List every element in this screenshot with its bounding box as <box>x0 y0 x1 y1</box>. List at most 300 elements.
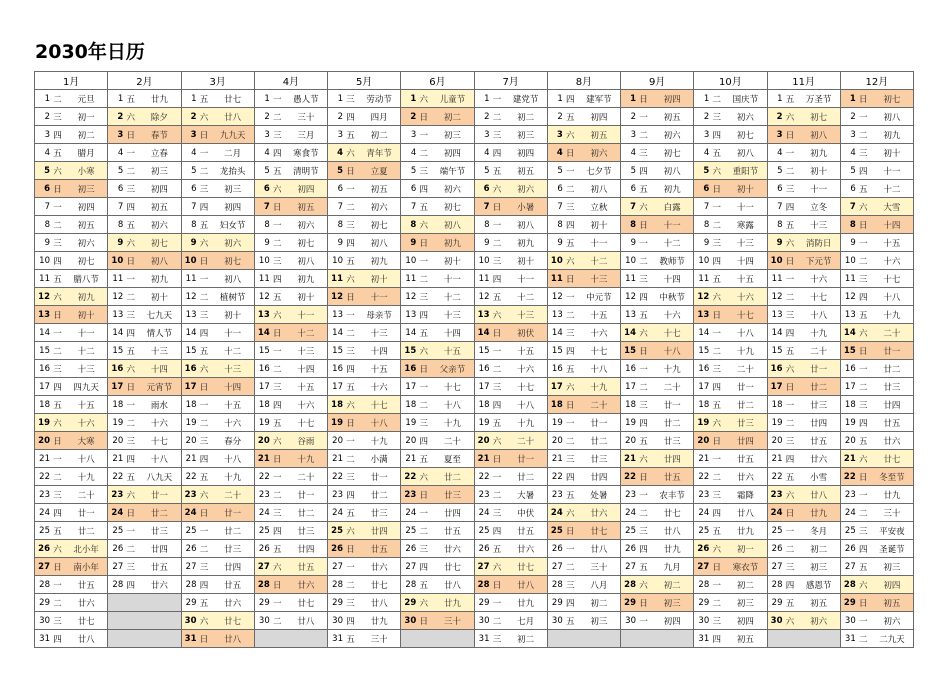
day-row <box>35 414 914 432</box>
weekday-label: 五 <box>785 472 795 483</box>
weekday-label: 一 <box>785 526 795 537</box>
day-cell <box>767 504 840 522</box>
day-number: 3 <box>630 129 636 140</box>
weekday-label: 六 <box>53 292 62 303</box>
day-number: 24 <box>625 507 636 518</box>
weekday-label: 日 <box>858 598 868 609</box>
weekday-label: 一 <box>565 292 575 303</box>
lunar-label: 二十 <box>736 364 754 375</box>
day-number: 27 <box>844 561 856 572</box>
weekday-label: 一 <box>53 328 62 339</box>
lunar-label: 七月 <box>517 616 535 627</box>
day-number: 28 <box>771 579 783 590</box>
day-number: 16 <box>184 363 197 374</box>
day-number: 25 <box>478 525 490 536</box>
day-cell <box>254 288 327 306</box>
lunar-label: 十五 <box>77 400 95 411</box>
day-number: 26 <box>697 543 710 554</box>
lunar-label: 十三 <box>77 364 95 375</box>
weekday-label: 日 <box>272 328 282 339</box>
day-number: 8 <box>117 219 124 230</box>
month-header: 12月 <box>840 72 913 90</box>
lunar-label: 廿七 <box>517 562 535 573</box>
lunar-label: 廿二 <box>736 400 754 411</box>
day-cell <box>474 612 547 630</box>
weekday-label: 一 <box>712 202 721 213</box>
day-cell <box>254 198 327 216</box>
day-number: 6 <box>703 183 710 194</box>
weekday-label: 六 <box>199 364 209 375</box>
weekday-label: 四 <box>639 292 648 303</box>
day-number: 5 <box>850 165 856 176</box>
day-cell <box>840 486 913 504</box>
day-number: 15 <box>698 345 710 356</box>
day-cell <box>35 108 108 126</box>
lunar-label: 廿六 <box>736 472 754 483</box>
day-number: 27 <box>625 561 636 572</box>
lunar-label: 初二 <box>370 130 388 141</box>
lunar-label: 初六 <box>590 148 608 159</box>
day-cell <box>401 360 474 378</box>
weekday-label: 五 <box>712 400 721 411</box>
day-cell <box>401 162 474 180</box>
day-number: 29 <box>404 597 417 608</box>
day-cell <box>840 324 913 342</box>
day-number: 4 <box>777 147 783 158</box>
day-number: 11 <box>112 273 124 284</box>
day-number: 24 <box>770 507 783 518</box>
day-cell <box>401 414 474 432</box>
weekday-label: 一 <box>639 238 648 249</box>
day-cell <box>181 216 254 234</box>
weekday-label: 三 <box>199 562 209 573</box>
day-number: 26 <box>258 543 270 554</box>
day-row <box>35 144 914 162</box>
day-cell <box>840 594 913 612</box>
lunar-label: 廿四 <box>663 454 681 465</box>
day-number: 29 <box>185 597 197 608</box>
weekday-label: 三 <box>639 148 648 159</box>
lunar-label: 立夏 <box>370 166 388 177</box>
day-number: 14 <box>843 327 856 338</box>
day-number: 15 <box>332 345 343 356</box>
weekday-label: 二 <box>785 544 795 555</box>
day-number: 10 <box>698 255 710 266</box>
day-cell <box>547 486 620 504</box>
lunar-label: 初十 <box>883 148 901 159</box>
day-cell <box>254 396 327 414</box>
lunar-label: 廿四 <box>590 472 608 483</box>
day-cell <box>767 558 840 576</box>
day-cell <box>181 504 254 522</box>
day-cell <box>401 468 474 486</box>
day-row <box>35 576 914 594</box>
day-cell <box>840 540 913 558</box>
weekday-label: 日 <box>53 310 62 321</box>
lunar-label: 立冬 <box>810 202 828 213</box>
day-cell <box>401 432 474 450</box>
day-number: 5 <box>264 165 270 176</box>
day-number: 25 <box>844 525 856 536</box>
weekday-label: 日 <box>53 184 62 195</box>
lunar-label: 初三 <box>77 184 95 195</box>
lunar-label: 廿二 <box>370 490 388 501</box>
weekday-label: 四 <box>858 418 868 429</box>
day-number: 5 <box>557 165 563 176</box>
day-number: 19 <box>331 417 343 428</box>
day-cell <box>328 90 401 108</box>
lunar-label: 初八 <box>443 220 461 231</box>
day-number: 14 <box>477 327 490 338</box>
lunar-label: 廿三 <box>370 508 388 519</box>
weekday-label: 六 <box>272 310 282 321</box>
month-header: 7月 <box>474 72 547 90</box>
day-row <box>35 288 914 306</box>
day-number: 13 <box>332 309 343 320</box>
day-cell <box>328 198 401 216</box>
lunar-label: 二十 <box>224 490 242 501</box>
day-number: 15 <box>551 345 563 356</box>
weekday-label: 四 <box>419 562 428 573</box>
day-number: 7 <box>849 201 856 212</box>
weekday-label: 一 <box>492 94 502 105</box>
day-cell <box>621 594 694 612</box>
weekday-label: 日 <box>346 544 355 555</box>
weekday-label: 日 <box>858 94 868 105</box>
day-number: 24 <box>332 507 343 518</box>
year-calendar-grid <box>34 71 914 648</box>
day-number: 22 <box>185 471 197 482</box>
weekday-label: 五 <box>272 418 282 429</box>
weekday-label: 二 <box>785 166 795 177</box>
weekday-label: 日 <box>126 130 135 141</box>
day-cell <box>621 522 694 540</box>
weekday-label: 二 <box>419 274 428 285</box>
day-cell <box>35 306 108 324</box>
day-number: 20 <box>551 435 563 446</box>
lunar-label: 初十 <box>297 292 315 303</box>
day-number: 31 <box>39 633 50 644</box>
day-cell <box>35 396 108 414</box>
day-row <box>35 126 914 144</box>
weekday-label: 五 <box>272 544 282 555</box>
day-cell <box>108 162 181 180</box>
day-cell <box>181 540 254 558</box>
lunar-label: 廿八 <box>224 112 242 123</box>
day-cell <box>254 324 327 342</box>
day-number: 22 <box>332 471 343 482</box>
day-number: 25 <box>185 525 197 536</box>
day-number: 17 <box>258 381 270 392</box>
month-header: 4月 <box>254 72 327 90</box>
lunar-label: 十六 <box>810 274 828 285</box>
weekday-label: 三 <box>53 490 62 501</box>
day-cell <box>547 450 620 468</box>
lunar-label: 初七 <box>443 202 461 213</box>
empty-cell <box>621 630 694 648</box>
weekday-label: 日 <box>712 184 721 195</box>
day-number: 19 <box>185 417 197 428</box>
lunar-label: 初三 <box>810 562 828 573</box>
day-cell <box>254 522 327 540</box>
weekday-label: 三 <box>858 148 868 159</box>
day-number: 7 <box>630 201 636 212</box>
weekday-label: 五 <box>565 616 575 627</box>
weekday-label: 二 <box>53 220 62 231</box>
weekday-label: 一 <box>492 598 502 609</box>
day-number: 30 <box>184 615 197 626</box>
lunar-label: 廿六 <box>297 580 315 591</box>
lunar-label: 元旦 <box>77 94 95 105</box>
lunar-label: 初十 <box>370 274 388 285</box>
day-number: 25 <box>405 525 417 536</box>
lunar-label: 廿四 <box>150 544 168 555</box>
weekday-label: 五 <box>346 130 355 141</box>
day-cell <box>547 180 620 198</box>
day-number: 14 <box>698 327 710 338</box>
lunar-label: 愚人节 <box>293 94 319 105</box>
lunar-label: 十八 <box>810 310 828 321</box>
day-cell <box>108 252 181 270</box>
weekday-label: 一 <box>419 382 428 393</box>
lunar-label: 十三 <box>443 310 461 321</box>
day-number: 28 <box>405 579 417 590</box>
day-cell <box>35 90 108 108</box>
day-number: 28 <box>551 579 563 590</box>
day-cell <box>35 234 108 252</box>
day-cell <box>328 126 401 144</box>
day-number: 19 <box>625 417 636 428</box>
day-cell <box>767 468 840 486</box>
day-cell <box>694 306 767 324</box>
weekday-label: 三 <box>565 454 575 465</box>
day-cell <box>767 612 840 630</box>
day-number: 30 <box>39 615 50 626</box>
lunar-label: 廿一 <box>590 418 608 429</box>
weekday-label: 六 <box>785 490 795 501</box>
lunar-label: 十六 <box>663 310 681 321</box>
day-cell <box>547 504 620 522</box>
day-cell <box>254 468 327 486</box>
lunar-label: 廿一 <box>150 490 168 501</box>
day-number: 30 <box>332 615 343 626</box>
lunar-label: 初六 <box>663 130 681 141</box>
lunar-label: 廿九 <box>883 490 901 501</box>
lunar-label: 廿二 <box>663 418 681 429</box>
lunar-label: 十五 <box>590 310 608 321</box>
lunar-label: 初十 <box>77 310 95 321</box>
day-number: 2 <box>850 111 856 122</box>
day-cell <box>621 216 694 234</box>
day-cell <box>694 450 767 468</box>
lunar-label: 廿一 <box>77 508 95 519</box>
weekday-label: 六 <box>858 580 868 591</box>
day-cell <box>401 486 474 504</box>
day-cell <box>547 162 620 180</box>
weekday-label: 日 <box>199 256 209 267</box>
weekday-label: 五 <box>639 562 648 573</box>
day-number: 2 <box>44 111 50 122</box>
lunar-label: 初八 <box>810 130 828 141</box>
day-cell <box>694 594 767 612</box>
weekday-label: 四 <box>199 202 209 213</box>
day-number: 10 <box>770 255 783 266</box>
weekday-label: 六 <box>419 220 428 231</box>
day-cell <box>108 522 181 540</box>
day-row <box>35 432 914 450</box>
day-cell <box>328 288 401 306</box>
day-number: 10 <box>550 255 563 266</box>
day-number: 21 <box>624 453 636 464</box>
day-number: 12 <box>38 291 50 302</box>
lunar-label: 十六 <box>150 418 168 429</box>
day-cell <box>621 540 694 558</box>
day-number: 9 <box>410 237 417 248</box>
lunar-label: 廿五 <box>77 580 95 591</box>
weekday-label: 日 <box>492 580 502 591</box>
weekday-label: 四 <box>346 616 355 627</box>
day-cell <box>621 432 694 450</box>
lunar-label: 建军节 <box>586 94 612 105</box>
weekday-label: 三 <box>346 220 355 231</box>
day-row <box>35 486 914 504</box>
day-cell <box>547 252 620 270</box>
day-number: 17 <box>478 381 490 392</box>
day-number: 21 <box>477 453 490 464</box>
day-number: 14 <box>405 327 417 338</box>
weekday-label: 五 <box>53 526 62 537</box>
lunar-label: 廿四 <box>370 526 388 537</box>
lunar-label: 十一 <box>663 220 681 231</box>
day-cell <box>694 162 767 180</box>
calendar-body <box>35 90 914 648</box>
weekday-label: 五 <box>858 310 868 321</box>
day-number: 26 <box>112 543 124 554</box>
day-cell <box>108 306 181 324</box>
lunar-label: 十三 <box>736 238 754 249</box>
lunar-label: 二十 <box>663 382 681 393</box>
day-cell <box>694 126 767 144</box>
lunar-label: 大寒 <box>77 436 95 447</box>
weekday-label: 六 <box>785 364 795 375</box>
day-number: 5 <box>630 165 636 176</box>
lunar-label: 初二 <box>77 130 95 141</box>
weekday-label: 二 <box>712 94 721 105</box>
day-number: 1 <box>703 93 710 104</box>
lunar-label: 廿五 <box>736 454 754 465</box>
weekday-label: 五 <box>565 364 575 375</box>
lunar-label: 初四 <box>517 148 535 159</box>
day-cell <box>108 468 181 486</box>
day-cell <box>547 144 620 162</box>
weekday-label: 日 <box>419 490 428 501</box>
day-number: 16 <box>332 363 343 374</box>
day-cell <box>767 144 840 162</box>
weekday-label: 一 <box>53 454 62 465</box>
day-number: 2 <box>703 111 710 122</box>
day-cell <box>547 612 620 630</box>
day-cell <box>547 594 620 612</box>
day-cell <box>401 396 474 414</box>
day-cell <box>547 90 620 108</box>
day-cell <box>840 558 913 576</box>
day-number: 29 <box>332 597 343 608</box>
weekday-label: 一 <box>858 238 868 249</box>
weekday-label: 一 <box>53 202 62 213</box>
day-cell <box>767 450 840 468</box>
day-number: 29 <box>478 597 490 608</box>
lunar-label: 十一 <box>883 166 901 177</box>
weekday-label: 一 <box>199 526 209 537</box>
weekday-label: 一 <box>858 112 868 123</box>
day-number: 22 <box>478 471 490 482</box>
day-cell <box>181 90 254 108</box>
weekday-label: 一 <box>639 616 648 627</box>
day-cell <box>401 108 474 126</box>
day-row <box>35 108 914 126</box>
weekday-label: 五 <box>126 94 135 105</box>
weekday-label: 四 <box>272 400 282 411</box>
weekday-label: 二 <box>419 148 428 159</box>
day-number: 14 <box>551 327 563 338</box>
day-cell <box>108 450 181 468</box>
weekday-label: 四 <box>565 598 575 609</box>
day-cell <box>621 378 694 396</box>
lunar-label: 十二 <box>224 346 242 357</box>
lunar-label: 初五 <box>883 598 901 609</box>
weekday-label: 一 <box>346 310 355 321</box>
weekday-label: 三 <box>272 382 282 393</box>
day-cell <box>767 324 840 342</box>
lunar-label: 廿四 <box>883 400 901 411</box>
weekday-label: 一 <box>639 112 648 123</box>
weekday-label: 六 <box>785 112 795 123</box>
day-cell <box>181 594 254 612</box>
day-cell <box>840 630 913 648</box>
lunar-label: 廿八 <box>370 598 388 609</box>
weekday-label: 四 <box>858 544 868 555</box>
day-cell <box>328 414 401 432</box>
day-cell <box>621 504 694 522</box>
day-cell <box>328 180 401 198</box>
day-cell <box>401 234 474 252</box>
day-cell <box>108 234 181 252</box>
lunar-label: 雨水 <box>150 400 168 411</box>
day-cell <box>328 378 401 396</box>
day-number: 29 <box>771 597 783 608</box>
weekday-label: 三 <box>126 310 135 321</box>
day-number: 7 <box>483 201 490 212</box>
lunar-label: 十九 <box>736 346 754 357</box>
day-cell <box>254 414 327 432</box>
day-number: 20 <box>697 435 710 446</box>
day-row <box>35 558 914 576</box>
lunar-label: 下元节 <box>805 256 832 267</box>
day-cell <box>328 576 401 594</box>
weekday-label: 六 <box>272 436 282 447</box>
weekday-label: 日 <box>53 562 62 573</box>
day-cell <box>767 486 840 504</box>
day-number: 6 <box>777 183 783 194</box>
day-number: 20 <box>405 435 417 446</box>
lunar-label: 廿七 <box>77 616 95 627</box>
day-cell <box>401 270 474 288</box>
day-row <box>35 306 914 324</box>
day-number: 22 <box>624 471 636 482</box>
day-cell <box>35 216 108 234</box>
day-number: 24 <box>405 507 417 518</box>
day-number: 1 <box>191 93 197 104</box>
